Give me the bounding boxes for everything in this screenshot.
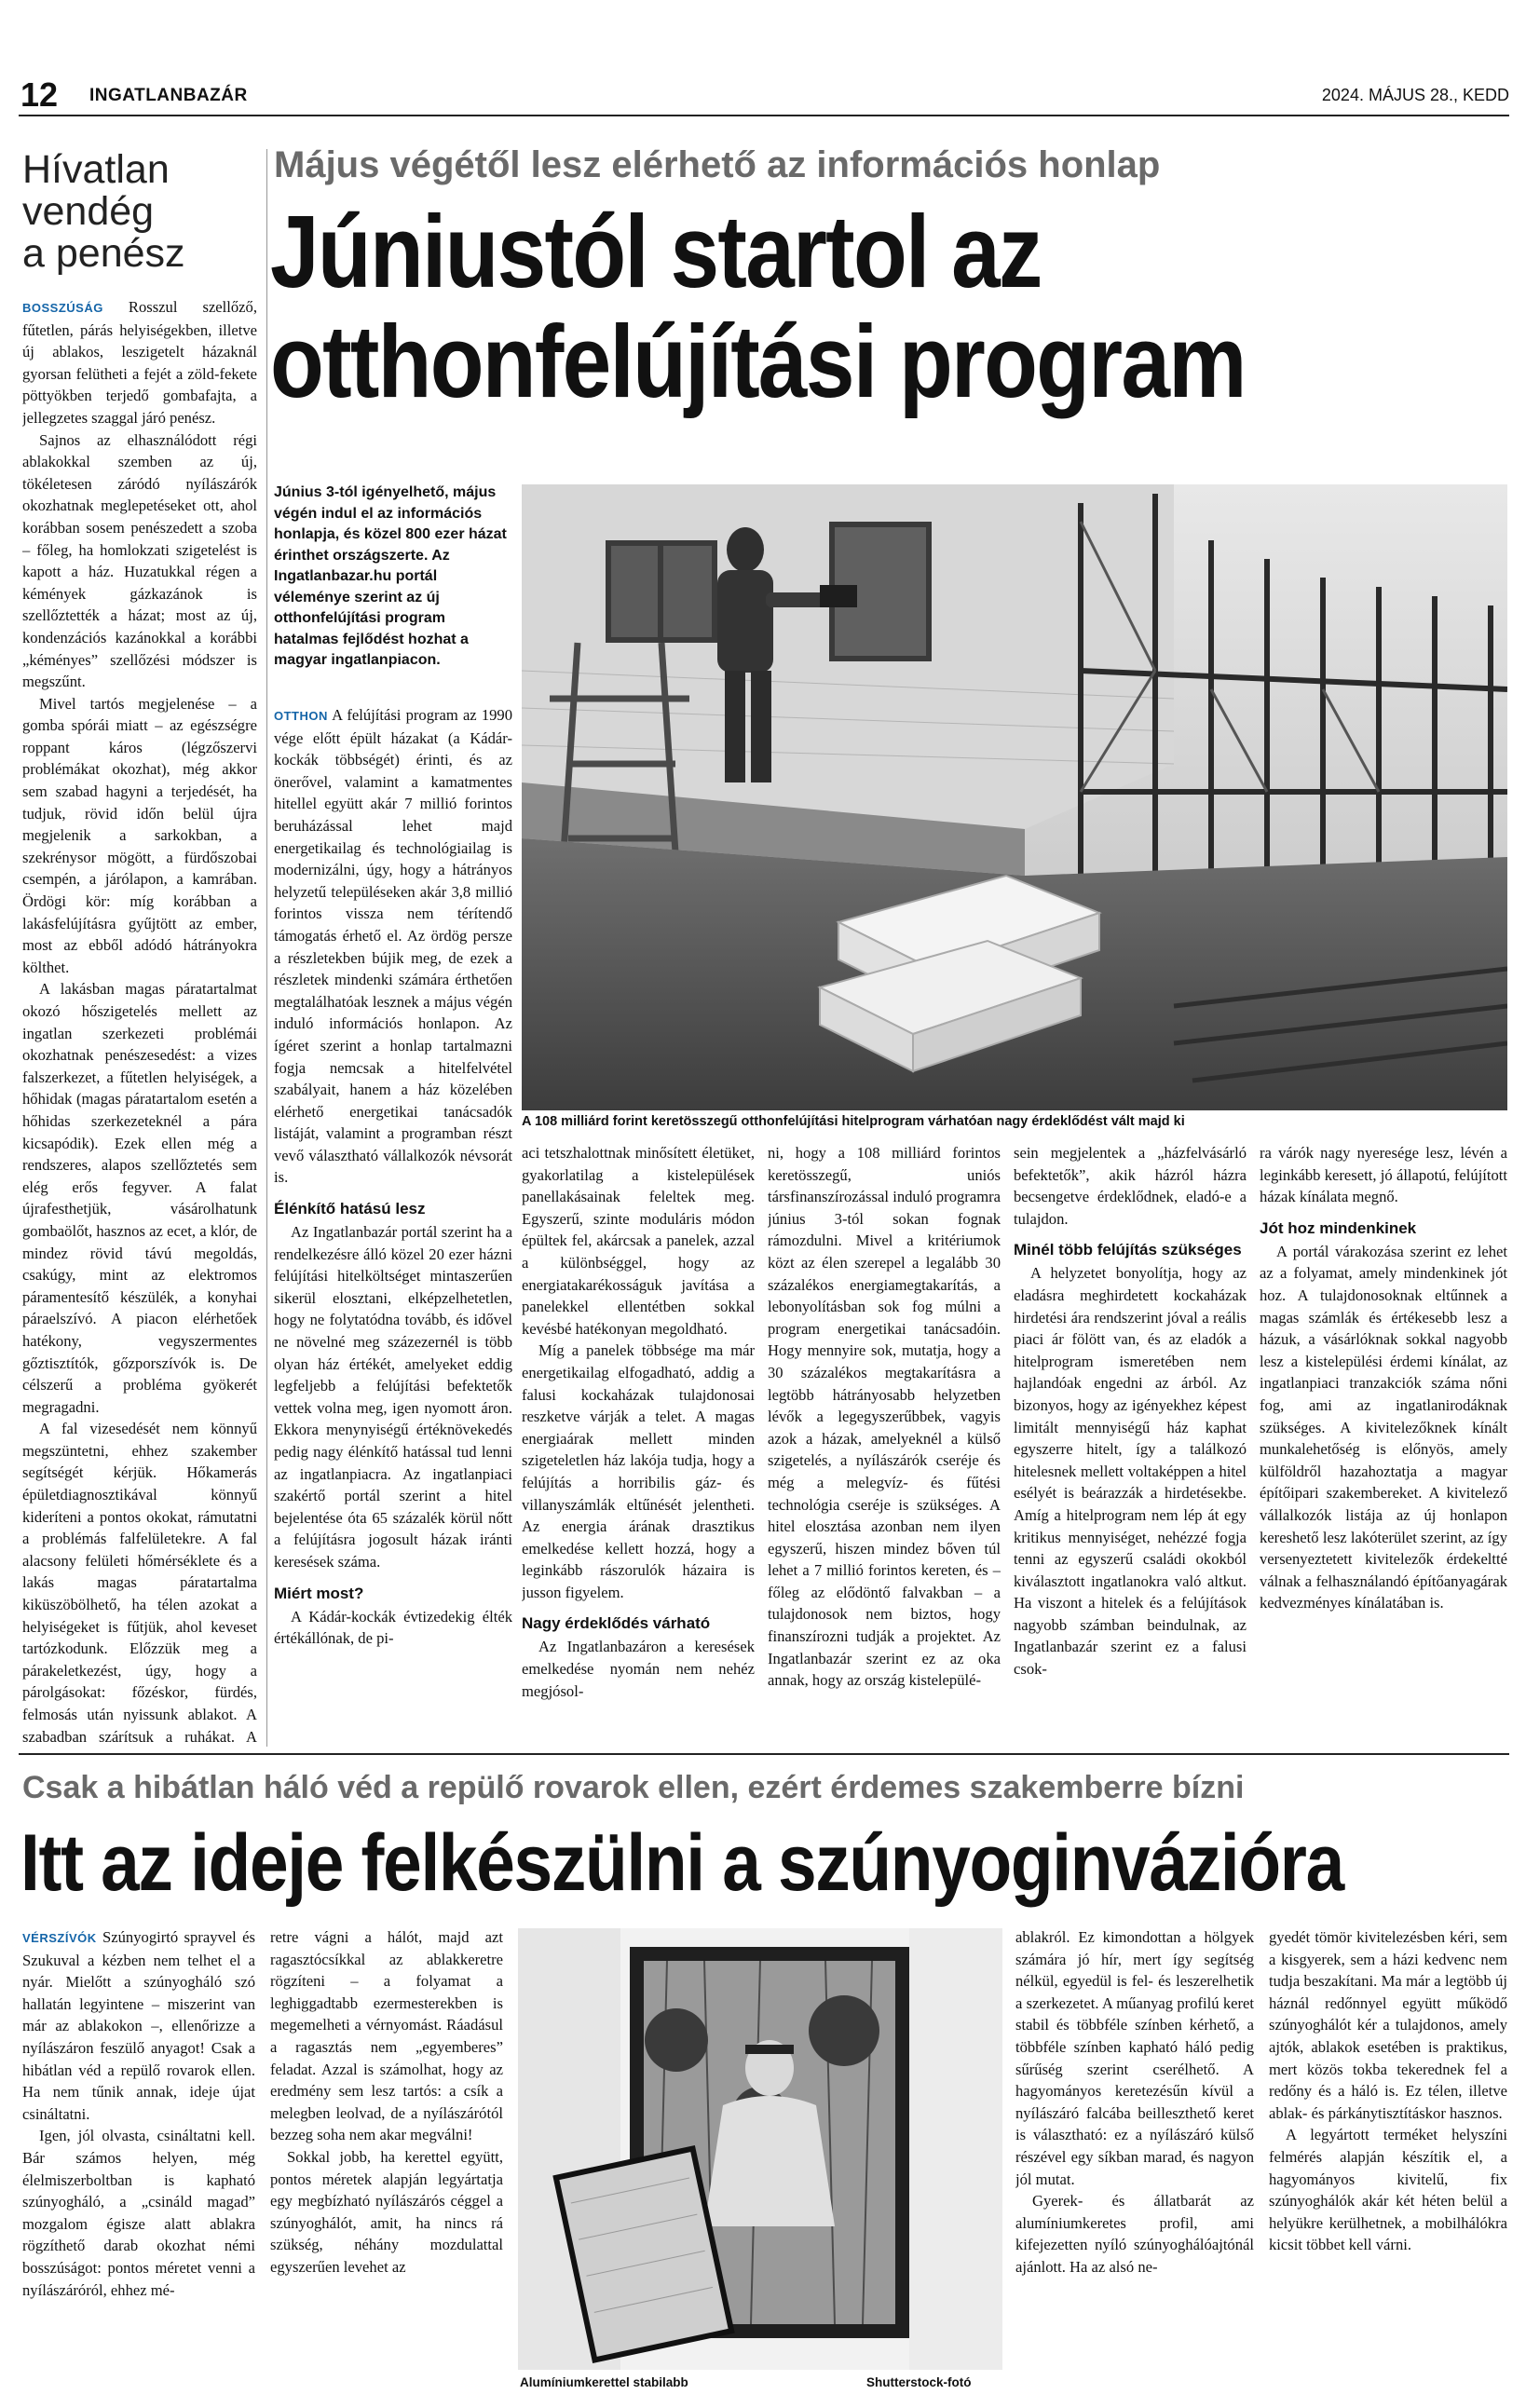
column-rule	[266, 149, 267, 1747]
paragraph: ni, hogy a 108 milliárd forintos keretösszegű, uniós társfinanszírozással induló programra június 3-tól sokan fognak rámozdulni. Mivel a kritériumok közt az élen szerepel a legalább 30 százalékos energiamegtakarítás, a lebonyolításban sok fog múlni a program energetikai tanácsadóin. Hogy mennyire sok, mutatja, hogy a 30 százalékos megtakarításra a legtöbb hátrányosabb helyzetben lévők a legegyszerűbbek, vagyis azok a házak, amelyeknél a külső szigetelés, a nyílászárók cseréje és még a melegvíz- és fűtési technológia cseréje is szükséges. A hitel elosztása azonban nem ilyen egyszerű, hiszen mindez bőven túl lehet a 7 millió forintos kereten, és – főleg az elődöntő falvakban – a tulajdonosok nem biztos, hogy finanszírozni tudják a projektet. Az Ingatlanbazár szerint ez az oka annak, hogy az ország kistelepülé-	[768, 1144, 1001, 1690]
paragraph: Az Ingatlanbazár portál szerint ha a rendelkezésre álló közel 20 ezer házni felújítási hitelköltséget mintaszerűen sikerül elosztani, elképzelhetetlen, hogy ne folytatódna tovább, és idővel ne növelné meg százezernél is több olyan ház értékét, amelyeket eddig legfeljebb a felújítási befektetők vettek volna meg, igen nyomott áron. Ekkora menynyiségű értéknövekedés pedig nagy élénkítő hatással tud lenni az ingatlanpiacra. Az ingatlanpiaci szakértő portál szerint a hitel bejelentése óta 65 százalék körül nőtt a felújításra jogosult házak iránti keresések száma.	[274, 1223, 512, 1571]
article2-column-3	[1015, 1926, 1254, 2392]
paragraph: retre vágni a hálót, majd azt ragasztócsíkkal az ablakkeretre rögzíteni – a folyamat a leghiggadtabb ezermesterekben is megemelheti a vérnyomást. Ráadásul a ragasztás nem „egyemberes” feladat. Azzal is számolhat, hogy az eredmény sem lesz tartós: a csík a melegben leolvad, de a nyílászárótól bezzeg soha nem akar megválni!	[270, 1928, 503, 2144]
article-title-line: Júniustól startol az	[270, 195, 1042, 309]
photo-construction	[522, 484, 1507, 1110]
paragraph: VÉRSZÍVÓK Szúnyogirtó sprayvel és Szukuval a kézben nem telhet el a nyár. Mielőtt a szúnyogháló szó hallatán legyintene – miszerint van már az ablakokon –, ellenőrizze a nyílászáron feszülő anyagot! Csak a hibátlan véd a repülő rovarok ellen. Ha nem tűnik annak, ideje újat csináltatni.	[22, 1928, 255, 2123]
article1-column-4	[1014, 1142, 1247, 1748]
article1-column-1	[274, 704, 512, 1748]
kicker: VÉRSZÍVÓK	[22, 1931, 97, 1945]
paragraph: gyedét tömör kivitelezésben kéri, sem a kisgyerek, sem a házi kedvenc nem tudja beszakítani. Ma már a legtöbb új háznál redőnnyel együtt működő szúnyoghálót kér a tulajdonos, amely ajtók, ablakok esetében is praktikus, mert közös tokba tekerednek fel a redőny és a háló is. Ez télen, illetve ablak- és párkánytisztításkor hasznos.	[1269, 1928, 1507, 2122]
paragraph: sein megjelentek a „házfelvásárló befektetők”, akik házról házra becsengetve érdeklődnek, eladó-e a tulajdon.	[1014, 1144, 1247, 1228]
article1-column-3	[768, 1142, 1001, 1748]
subheading: Minél több felújítás szükséges	[1014, 1241, 1242, 1259]
paragraph: A lakásban magas páratartalmat okozó hőszigetelés mellett az ingatlan szerkezeti problémái okozhatnak penészesedést: a vizes falszerkezet, a fűtetlen helyiségek, a hőhidak (magas páratartalom esetén a hőhidas szerkezeteknél a pára kicsapódik). Ezek ellen még a rendszeres, alapos szellőztetés sem elég erős fegyver. A falat újrafesthetjük, vásárolhatunk gombaölőt, hasznos az ecet, a klór, de mindez rövid távú megoldás, csakúgy, mint az elektromos páramentesítő készülék, a konyhai páraelszívó. A piacon elérhetőek hatékony, vegyszermentes gőztisztítók, gőzporszívók is. De célszerű a probléma gyökerét megragadni.	[22, 980, 257, 1416]
paragraph: aci tetszhalottnak minősített életüket, gyakorlatilag a kistelepülések panellakásainak feleltek meg. Egyszerű, szinte moduláris módon épültek fel, akárcsak a panelek, azzal a különbséggel, hogy az energiatakarékosságuk javítása a panelekkel ellentétben sokkal kevésbé hatékonyan megoldható.	[522, 1144, 755, 1338]
paragraph: OTTHON A felújítási program az 1990 vége előtt épült házakat (a Kádár-kockák többségét) érinti, és az önerővel, valamint a kamatmentes hitellel együtt akár 7 millió forintos beruházással lehet majd energetikailag és technológiailag is modernizálni, úgy, hogy a hátrányos helyzetű településeken akár 3,8 millió forintos vissza nem térítendő támogatás érhető el. Az ördög persze a részletekben bújik meg, de ezek a részletek mindenki számára érthetően megtalálhatóak lesznek a május végén induló információs honlapon. Az ígéret szerint a honlap tartalmazni fogja nemcsak a hitelfelvétel szabályait, hanem a ház közelében elérhető energetikai tanácsadók listáját, valamint a programban részt vevő választható vállalkozók névsorát is.	[274, 706, 512, 1187]
sidebar-title-line: a penész	[22, 231, 185, 276]
paragraph: A legyártott terméket helyszíni felmérés alapján készítik el, a hagyományos kivitelű, fix szúnyoghálók akár két héten belül a helyükre kerülhetnek, a mobilhálókra kicsit többet kell várni.	[1269, 2126, 1507, 2254]
paragraph: A portál várakozása szerint ez lehet az a folyamat, amely mindenkinek jót hoz. A tulajdonosoknak eltűnnek a magas számlák és értékesebb lesz a házuk, a vásárlóknak sokkal nagyobb lesz a kistelepülési érdemi kínálat, az ingatlanpiaci tranzakciók száma nőni fog, ami az ingatlanirodáknak szükséges. A kivitelezőknek kínált munkalehetőség is előnyös, amely külföldről hazahoztatja a magyar építőipari szakembereket. A kivitelező vállalkozók listája az új honlapon kereshető lesz lakóterület szerint, az így versenyeztetett kivitelezők érdekeltté válnak a felhasználandó építőanyagárak kedvezményes kínálatában is.	[1260, 1242, 1507, 1612]
photo-caption: A 108 milliárd forint keretösszegű otthonfelújítási hitelprogram várhatóan nagy érdeklődést vált majd ki	[522, 1114, 1185, 1129]
window-scene-icon	[518, 1928, 1002, 2370]
subheading: Miért most?	[274, 1584, 364, 1602]
paragraph: Az Ingatlanbazáron a keresések emelkedése nyomán nem nehéz megjósol-	[522, 1638, 755, 1700]
article1-column-5	[1260, 1142, 1507, 1748]
paragraph: A fal vizesedését nem könnyű megszüntetni, ehhez szakember segítségét kérjük. Hőkamerás épületdiagnosztikával könnyű kideríteni a pontos okokat, rámutatni a problémás falfelületekre. A fal alacsony felületi hőmérséklete és a lakás magas páratartalma kiküszöbölhető, ha télen azokat a helyiségeket is fűtjük, ahol keveset tartózkodunk. Előzzük meg a párakeletkezést, úgy, hogy a párolgásokat: főzéskor, fürdés, felmosás után nyissunk ablakot. A szabadban szárítsuk a ruhákat. A	[22, 1420, 257, 1745]
paragraph: Mivel tartós megjelenése – a gomba spórái miatt – az egészségre roppant káros (légzőszervi problémákat okozhat), még akkor sem szabad hagyni a terjedését, ha tudjuk, rövid időn belül újra megjelenik a sarkokban, a szekrénysor mögött, a fürdőszobai csempén, a járólapon, a kamrában. Ördögi kör: míg korábban a lakásfelújításra gyűjtött az ember, most az ebből adódó hátrányokra költhet.	[22, 694, 257, 976]
paragraph: BOSSZÚSÁG Rosszul szellőző, fűtetlen, párás helyiségekben, illetve új ablakos, leszigetelt házaknál gyorsan felütheti a fejét a zöld-fekete pöttyökben terjedő gombafajta, a jellegzetes szaggal járó penész.	[22, 298, 257, 427]
kicker: BOSSZÚSÁG	[22, 301, 103, 315]
section-rule	[19, 1753, 1509, 1755]
photo-window-net	[518, 1928, 1002, 2370]
article-title	[270, 197, 1336, 417]
sidebar-text	[22, 296, 257, 1745]
paragraph: Igen, jól olvasta, csináltatni kell. Bár számos helyen, még élelmiszerboltban is kapható szúnyogháló, a „csináld magad” mozgalom égisze alatt ablakra rögzíthető darab okozhat némi bosszúságot: pontos méretet venni a nyílászáróról, ehhez mé-	[22, 2127, 255, 2299]
paragraph: A Kádár-kockák évtizedekig élték értékállónak, de pi-	[274, 1607, 512, 1648]
paragraph: A helyzetet bonyolítja, hogy az eladásra meghirdetett kockaházak hirdetési ára rendszerint jóval a reális piaci ár fölött van, és az eladók a hitelprogram ismeretében nem hajlandóak engedni az árból. Az bizonyos, hogy az igényekhez képest limitált mennyiségű ház kaphat egyszerre hitelt, így a találkozó hitelesnek mellett voltaképpen a hitel esélyét is beárazzák a hirdetésekbe. Amíg a hitelprogram nem lép át egy kritikus mennyiséget, nehézzé fogja tenni az egyszerű családi okokból kiválasztott ingatlanokra való altkut. Ha viszont a hitelek és a felújítások nagyobb számban beindulnak, az Ingatlanbazár szerint ez a falusi csok-	[1014, 1264, 1247, 1679]
paragraph: Gyerek- és állatbarát az alumíniumkeretes profil, ami kifejezetten nyíló szúnyoghálóajtónál ajánlott. Ha az alsó ne-	[1015, 2192, 1254, 2276]
article-title-line: otthonfelújítási program	[270, 305, 1246, 419]
paragraph: Míg a panelek többsége ma már energetikailag elfogadható, addig a falusi kockaházak tulajdonosai reszketve várják a telet. A magas energiaárak mellett minden szigeteletlen ház lakója tudja, hogy a felújítás a horribilis gáz- és villanyszámlák eltűnését jelentheti. Az energia árának drasztikus emelkedése kellett hozzá, hogy a leginkább rászorulók házaira is jusson figyelem.	[522, 1341, 755, 1601]
sidebar-title	[22, 149, 255, 275]
article2-title: Itt az ideje felkészülni a szúnyoginvázióra	[20, 1818, 1343, 1908]
paragraph: Sajnos az elhasználódott régi ablakokkal szemben az új, tökéletesen záródó nyílászárók okozhatnak meglepetéseket ott, ahol korábban sosem penészedett a szoba – főleg, ha homlokzati szigetelést is kapott a ház. Huzatukkal régen a kémények gázkazánok is szellőztették a házat; most az új, kondenzációs kazánokkal a korábbi „kéményes” szellőzési módszer is megszűnt.	[22, 430, 257, 691]
page-header	[19, 76, 1509, 114]
article2-column-4	[1269, 1926, 1507, 2392]
paragraph: ra várók nagy nyeresége lesz, lévén a leginkább keresett, jó állapotú, felújított házak kínálata megnő.	[1260, 1144, 1507, 1206]
subheading: Nagy érdeklődés várható	[522, 1614, 711, 1633]
article-supertitle: Május végétől lesz elérhető az információs honlap	[274, 144, 1161, 185]
article2-column-1	[22, 1926, 255, 2392]
subheading: Jót hoz mindenkinek	[1260, 1218, 1417, 1237]
sidebar-title-line: vendég	[22, 189, 155, 234]
article2-column-2	[270, 1926, 503, 2392]
section-name: INGATLANBAZÁR	[89, 86, 248, 105]
page-number: 12	[20, 75, 59, 114]
construction-scene-icon	[522, 484, 1507, 1110]
photo-credit: Shutterstock-fotó	[866, 2375, 972, 2389]
header-rule	[19, 115, 1509, 116]
issue-date: 2024. MÁJUS 28., KEDD	[1321, 86, 1509, 104]
article2-supertitle: Csak a hibátlan háló véd a repülő rovarok ellen, ezért érdemes szakemberre bízni	[22, 1770, 1245, 1805]
paragraph: Sokkal jobb, ha kerettel együtt, pontos méretek alapján legyártatja egy megbízható nyílászárós céggel a szúnyoghálót, amit, ha nincs rá szükség, néhány mozdulattal egyszerűen levehet az	[270, 2147, 503, 2276]
paragraph: ablakról. Ez kimondottan a hölgyek számára jó hír, mert így segítség nélkül, egyedül is fel- és leszerelhetik a szerkezetet. A műanyag profilú keret stabil és többféle színben kérhető, a többféle színben kapható háló pedig sűrűség szerint cserélhető. A hagyományos keretezésűn kívül a nyílászáró falcába beilleszthető keret is választható: ez a nyílászáró külső részével egy síkban marad, és nagyon jól mutat.	[1015, 1928, 1254, 2188]
sidebar-title-line: Hívatlan	[22, 147, 170, 192]
article-lead: Június 3-tól igényelhető, május végén indul el az információs honlapja, és közel 800 ezer házat érinthet országszerte. Az Ingatlanbazar.hu portál véleménye szerint az új otthonfelújítási program hatalmas fejlődést hozhat a magyar ingatlanpiacon.	[274, 484, 507, 668]
article1-column-2	[522, 1142, 755, 1748]
photo-caption-left: Alumíniumkerettel stabilabb	[520, 2375, 688, 2389]
kicker: OTTHON	[274, 709, 328, 723]
subheading: Élénkítő hatású lesz	[274, 1200, 426, 1218]
